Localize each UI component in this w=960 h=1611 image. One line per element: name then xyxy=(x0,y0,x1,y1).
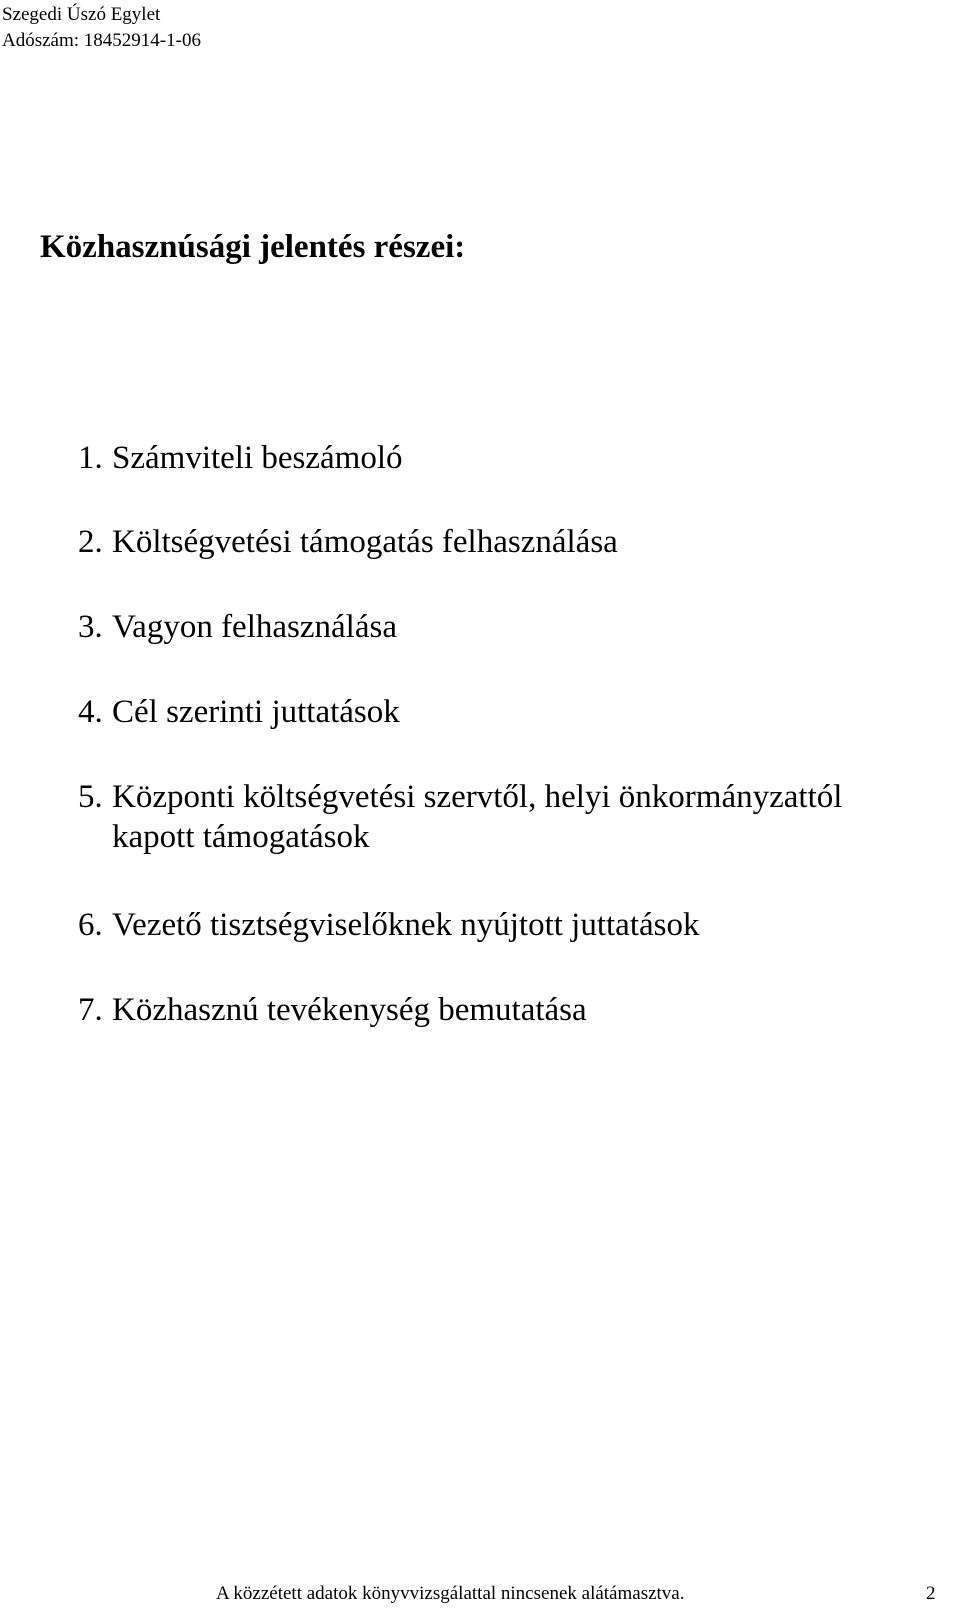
list-item-text: Vezető tisztségviselőknek nyújtott juttatások xyxy=(112,907,700,943)
list-item xyxy=(78,990,587,1030)
list-item-text: Közhasznú tevékenység bemutatása xyxy=(112,992,587,1028)
organization-name: Szegedi Úszó Egylet xyxy=(2,4,161,25)
document-header xyxy=(2,2,201,54)
list-item xyxy=(78,905,699,945)
list-item-number: 5. xyxy=(78,779,103,815)
list-item-number: 4. xyxy=(78,694,103,730)
list-item-number: 2. xyxy=(78,524,103,560)
list-item-number: 6. xyxy=(78,907,103,943)
tax-number: Adószám: 18452914-1-06 xyxy=(2,30,201,51)
list-item-text: Költségvetési támogatás felhasználása xyxy=(112,524,618,560)
list-item-text: Vagyon felhasználása xyxy=(112,609,397,645)
page-number: 2 xyxy=(926,1583,936,1604)
list-item-text: Cél szerinti juttatások xyxy=(112,694,400,730)
page-title: Közhasznúsági jelentés részei: xyxy=(40,229,466,265)
list-item-text: Központi költségvetési szervtől, helyi önkormányzattól xyxy=(112,779,843,815)
list-item xyxy=(78,438,403,478)
list-item xyxy=(78,607,397,647)
list-item-number: 1. xyxy=(78,440,103,476)
list-item xyxy=(78,777,842,857)
list-item-text: Számviteli beszámoló xyxy=(112,440,403,476)
footer-note: A közzétett adatok könyvvizsgálattal nincsenek alátámasztva. xyxy=(216,1583,685,1604)
list-item xyxy=(78,692,400,732)
list-item-number: 3. xyxy=(78,609,103,645)
list-item-text-continuation: kapott támogatások xyxy=(112,819,370,855)
list-item-number: 7. xyxy=(78,992,103,1028)
list-item xyxy=(78,522,618,562)
